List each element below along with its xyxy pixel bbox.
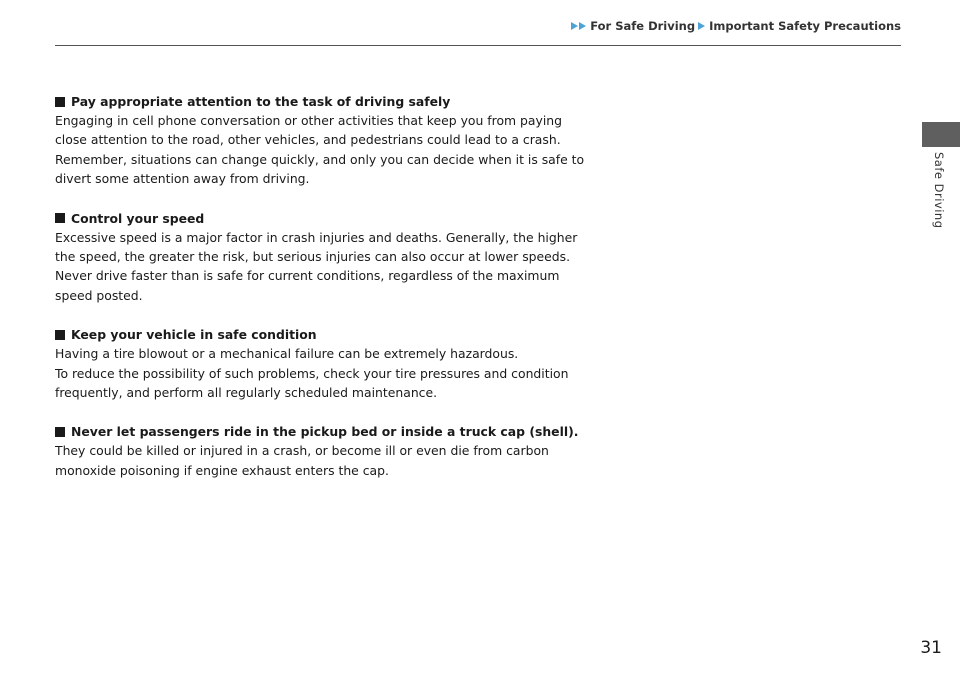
body-line: Remember, situations can change quickly, and only you can decide when it is safe to	[55, 151, 585, 167]
square-bullet-icon	[55, 213, 65, 223]
section-heading	[55, 209, 585, 228]
square-bullet-icon	[55, 427, 65, 437]
side-tab-label: Safe Driving	[932, 152, 946, 229]
body-line: They could be killed or injured in a crash, or become ill or even die from carbon	[55, 443, 549, 459]
section-speed	[55, 209, 585, 306]
section-body	[55, 441, 585, 480]
body-line: To reduce the possibility of such problems, check your tire pressures and condition	[55, 365, 569, 381]
body-line: divert some attention away from driving.	[55, 171, 310, 187]
body-line: speed posted.	[55, 287, 143, 303]
breadcrumb-arrow-icon	[579, 22, 586, 30]
side-tab-marker[interactable]	[922, 122, 960, 147]
section-heading	[55, 92, 585, 111]
section-body	[55, 228, 585, 306]
section-heading-text: Control your speed	[71, 210, 205, 226]
breadcrumb-arrow-icon	[698, 22, 705, 30]
section-heading	[55, 422, 585, 441]
header-divider	[55, 45, 901, 46]
square-bullet-icon	[55, 330, 65, 340]
section-body	[55, 344, 585, 402]
body-line: the speed, the greater the risk, but serious injuries can also occur at lower speeds.	[55, 249, 571, 265]
breadcrumb-arrow-icon	[571, 22, 578, 30]
section-pickup-bed	[55, 422, 585, 480]
body-line: frequently, and perform all regularly scheduled maintenance.	[55, 385, 438, 401]
main-content	[55, 92, 585, 500]
section-body	[55, 111, 585, 189]
breadcrumb-item-for-safe-driving[interactable]: For Safe Driving	[590, 19, 696, 33]
section-heading-text: Keep your vehicle in safe condition	[71, 327, 317, 343]
section-heading	[55, 325, 585, 344]
body-line: Never drive faster than is safe for current conditions, regardless of the maximum	[55, 268, 560, 284]
body-line: Engaging in cell phone conversation or other activities that keep you from paying	[55, 113, 563, 128]
section-heading-text: Never let passengers ride in the pickup bed or inside a truck cap (shell).	[71, 424, 579, 440]
section-heading-text: Pay appropriate attention to the task of driving safely	[71, 94, 451, 109]
body-line: Excessive speed is a major factor in crash injuries and deaths. Generally, the higher	[55, 229, 578, 245]
breadcrumb	[571, 19, 901, 33]
page-number: 31	[920, 638, 942, 658]
section-attention	[55, 92, 585, 189]
square-bullet-icon	[55, 97, 65, 107]
body-line: close attention to the road, other vehicles, and pedestrians could lead to a crash.	[55, 132, 561, 148]
body-line: Having a tire blowout or a mechanical failure can be extremely hazardous.	[55, 346, 519, 362]
section-vehicle-condition	[55, 325, 585, 402]
breadcrumb-item-important-safety-precautions[interactable]: Important Safety Precautions	[709, 19, 901, 33]
body-line: monoxide poisoning if engine exhaust enters the cap.	[55, 462, 389, 478]
